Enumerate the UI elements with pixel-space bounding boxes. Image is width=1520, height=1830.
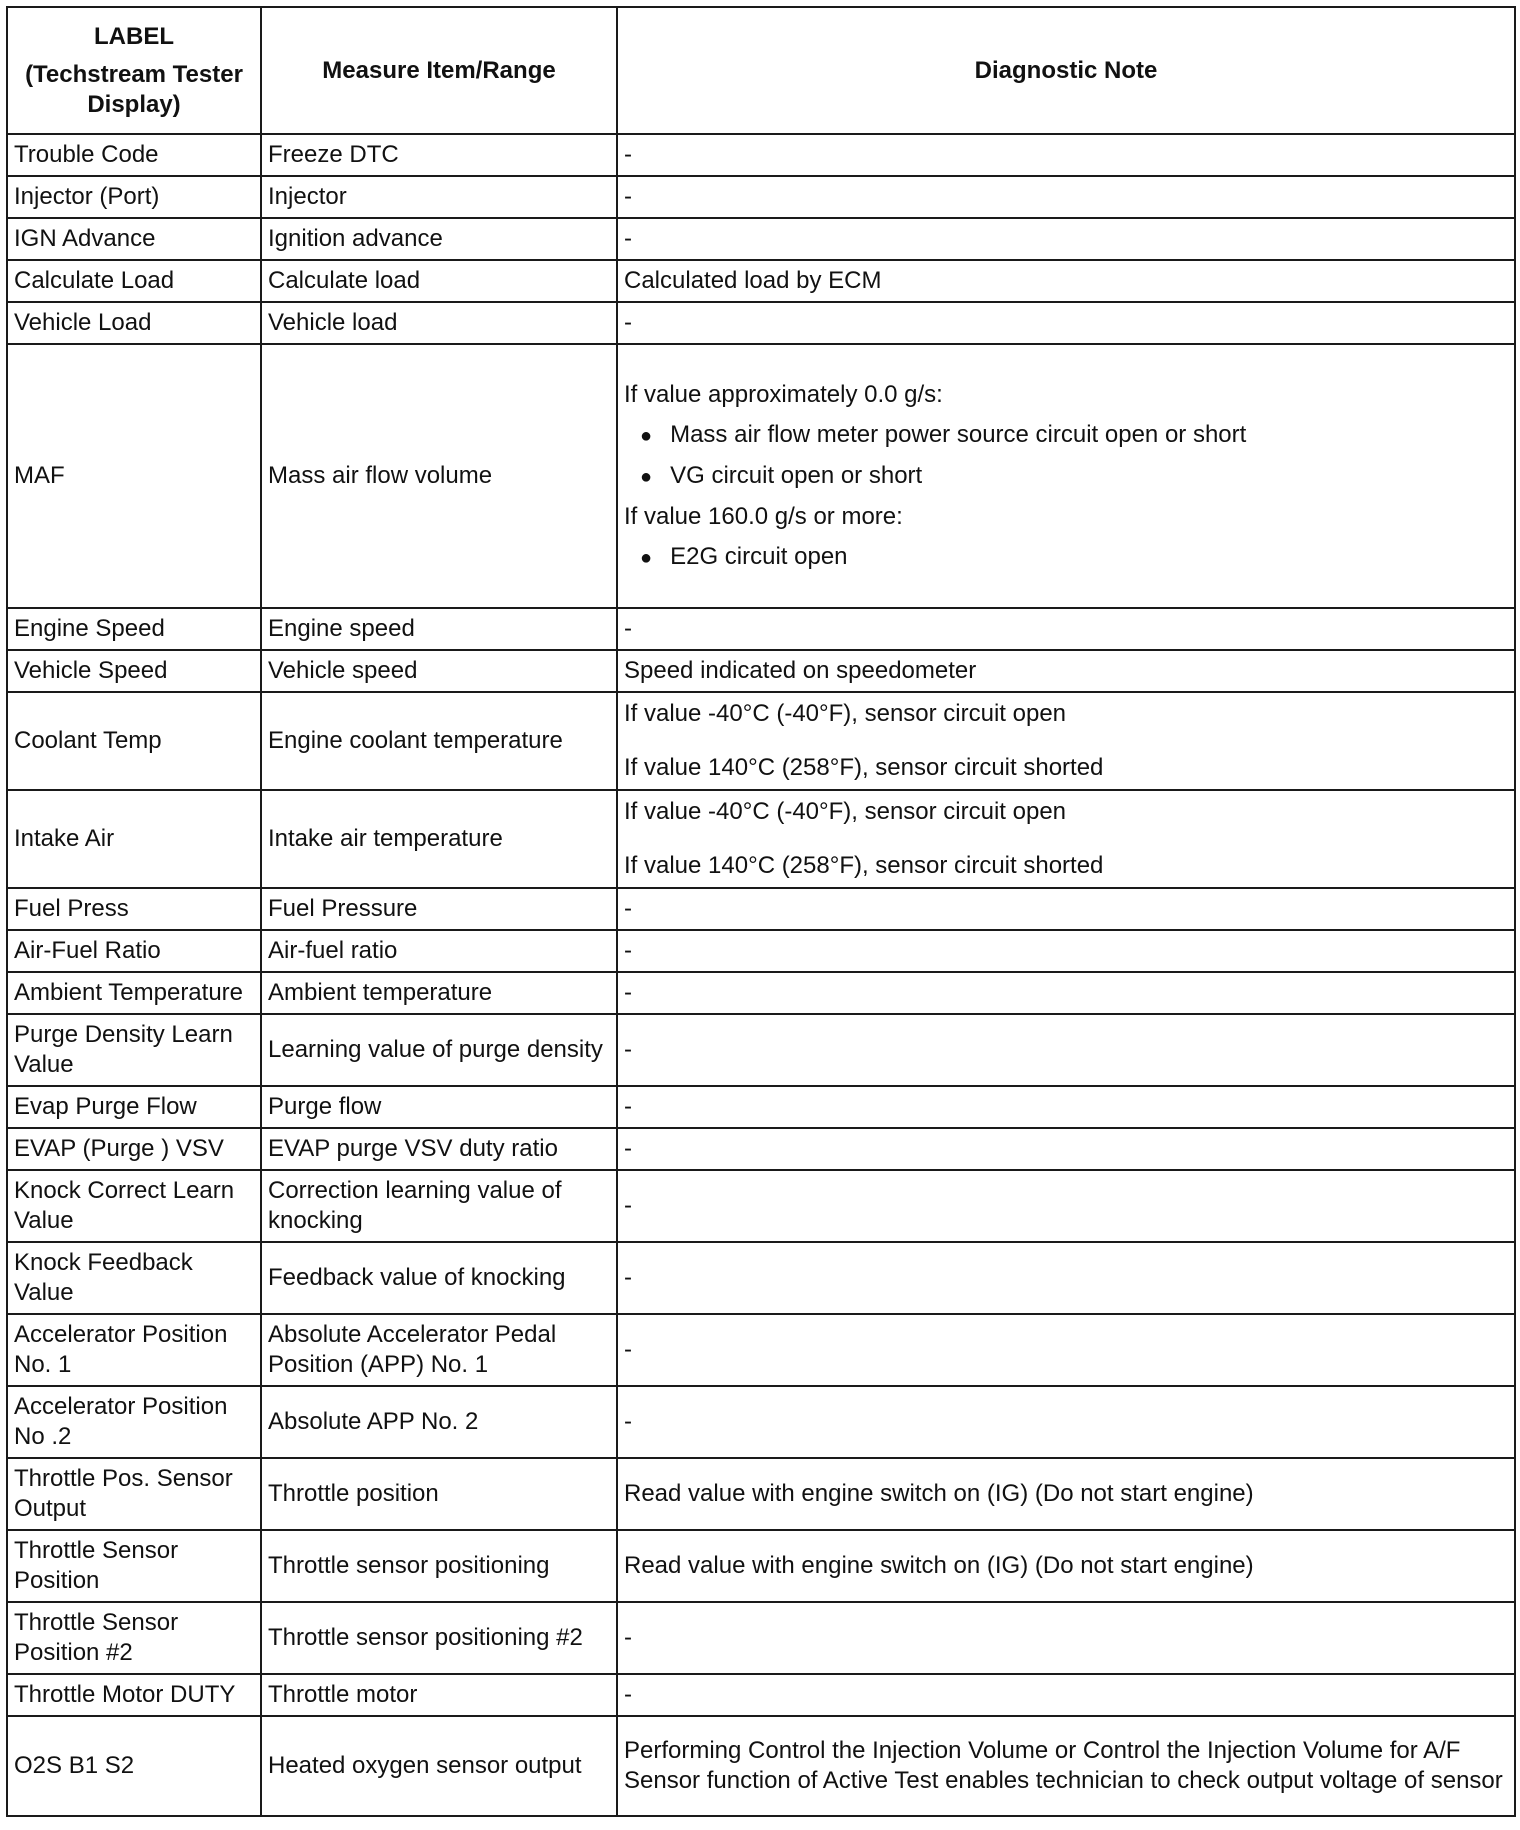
table-row: [7, 1314, 1515, 1386]
table-row: [7, 650, 1515, 692]
table-row: [7, 1170, 1515, 1242]
cell-label: Injector (Port): [7, 176, 261, 218]
header-label: LABEL (Techstream Tester Display): [7, 7, 261, 134]
cell-note: -: [617, 302, 1515, 344]
cell-note: -: [617, 608, 1515, 650]
table-row: [7, 302, 1515, 344]
cell-measure: Throttle position: [261, 1458, 617, 1530]
cell-note: -: [617, 930, 1515, 972]
cell-label: Ambient Temperature: [7, 972, 261, 1014]
cell-measure: Mass air flow volume: [261, 344, 617, 608]
cell-measure: Feedback value of knocking: [261, 1242, 617, 1314]
cell-note: -: [617, 1242, 1515, 1314]
cell-measure: Vehicle speed: [261, 650, 617, 692]
cell-note: [617, 692, 1515, 790]
table-row: [7, 1530, 1515, 1602]
table-row: [7, 972, 1515, 1014]
bullet-icon: ●: [640, 424, 653, 447]
cell-note: Read value with engine switch on (IG) (Do not start engine): [617, 1458, 1515, 1530]
table-row: [7, 344, 1515, 608]
cell-measure: Throttle sensor positioning: [261, 1530, 617, 1602]
cell-label: Air-Fuel Ratio: [7, 930, 261, 972]
cell-note: -: [617, 218, 1515, 260]
cell-measure: Calculate load: [261, 260, 617, 302]
table-row: [7, 260, 1515, 302]
cell-label: Engine Speed: [7, 608, 261, 650]
cell-note: -: [617, 176, 1515, 218]
cell-label: EVAP (Purge ) VSV: [7, 1128, 261, 1170]
cell-label: Evap Purge Flow: [7, 1086, 261, 1128]
table-row: [7, 134, 1515, 176]
cell-note: -: [617, 1014, 1515, 1086]
cell-note: -: [617, 1386, 1515, 1458]
cell-note: -: [617, 1170, 1515, 1242]
cell-note: -: [617, 972, 1515, 1014]
cell-measure: Fuel Pressure: [261, 888, 617, 930]
cell-label: Vehicle Load: [7, 302, 261, 344]
table-row: [7, 1458, 1515, 1530]
cell-label: Coolant Temp: [7, 692, 261, 790]
cell-label: Fuel Press: [7, 888, 261, 930]
cell-label: Knock Correct Learn Value: [7, 1170, 261, 1242]
cell-measure: Purge flow: [261, 1086, 617, 1128]
cell-note: -: [617, 1086, 1515, 1128]
table-row: [7, 930, 1515, 972]
cell-measure: Engine coolant temperature: [261, 692, 617, 790]
cell-label: Knock Feedback Value: [7, 1242, 261, 1314]
cell-label: Accelerator Position No. 1: [7, 1314, 261, 1386]
cell-measure: Learning value of purge density: [261, 1014, 617, 1086]
table-row: [7, 1242, 1515, 1314]
note-paragraph: If value 140°C (258°F), sensor circuit shorted: [624, 754, 1104, 781]
cell-measure: Injector: [261, 176, 617, 218]
table-row: [7, 1014, 1515, 1086]
header-measure: Measure Item/Range: [261, 7, 617, 134]
data-list-table: [6, 6, 1516, 1817]
header-note: Diagnostic Note: [617, 7, 1515, 134]
cell-label: Trouble Code: [7, 134, 261, 176]
cell-measure: Absolute Accelerator Pedal Position (APP) No. 1: [261, 1314, 617, 1386]
cell-note: -: [617, 1314, 1515, 1386]
cell-label: Purge Density Learn Value: [7, 1014, 261, 1086]
cell-label: MAF: [7, 344, 261, 608]
cell-label: Vehicle Speed: [7, 650, 261, 692]
cell-label: Throttle Motor DUTY: [7, 1674, 261, 1716]
cell-note: Speed indicated on speedometer: [617, 650, 1515, 692]
table-row: [7, 692, 1515, 790]
note-paragraph: If value approximately 0.0 g/s:: [624, 380, 943, 408]
cell-measure: Freeze DTC: [261, 134, 617, 176]
table-row: [7, 1674, 1515, 1716]
cell-label: Calculate Load: [7, 260, 261, 302]
cell-measure: Engine speed: [261, 608, 617, 650]
cell-note: -: [617, 1128, 1515, 1170]
cell-label: IGN Advance: [7, 218, 261, 260]
cell-measure: Correction learning value of knocking: [261, 1170, 617, 1242]
cell-label: Intake Air: [7, 790, 261, 888]
cell-label: Throttle Sensor Position #2: [7, 1602, 261, 1674]
table-row: [7, 176, 1515, 218]
header-row: [7, 7, 1515, 134]
cell-note: -: [617, 134, 1515, 176]
cell-note: -: [617, 888, 1515, 930]
cell-measure: Throttle motor: [261, 1674, 617, 1716]
cell-measure: Ambient temperature: [261, 972, 617, 1014]
note-paragraph: If value 140°C (258°F), sensor circuit shorted: [624, 852, 1104, 879]
cell-measure: Ignition advance: [261, 218, 617, 260]
cell-note: Calculated load by ECM: [617, 260, 1515, 302]
table-row: [7, 1716, 1515, 1816]
cell-measure: Absolute APP No. 2: [261, 1386, 617, 1458]
cell-measure: Air-fuel ratio: [261, 930, 617, 972]
cell-measure: Heated oxygen sensor output: [261, 1716, 617, 1816]
cell-measure: Throttle sensor positioning #2: [261, 1602, 617, 1674]
note-paragraph: If value 160.0 g/s or more:: [624, 502, 903, 530]
cell-label: Throttle Pos. Sensor Output: [7, 1458, 261, 1530]
note-bullet-item: ● Mass air flow meter power source circuit open or short: [640, 420, 1508, 451]
note-bullet-item: ● VG circuit open or short: [640, 461, 1508, 492]
cell-label: Accelerator Position No .2: [7, 1386, 261, 1458]
bullet-icon: ●: [640, 546, 653, 569]
cell-measure: Vehicle load: [261, 302, 617, 344]
table-row: [7, 790, 1515, 888]
cell-note: -: [617, 1674, 1515, 1716]
note-paragraph: If value -40°C (-40°F), sensor circuit open: [624, 798, 1067, 825]
cell-label: O2S B1 S2: [7, 1716, 261, 1816]
note-bullet-item: ● E2G circuit open: [640, 542, 1508, 573]
table-row: [7, 218, 1515, 260]
cell-measure: Intake air temperature: [261, 790, 617, 888]
cell-note: [617, 344, 1515, 608]
table-row: [7, 608, 1515, 650]
table-row: [7, 1086, 1515, 1128]
cell-label: Throttle Sensor Position: [7, 1530, 261, 1602]
table-row: [7, 888, 1515, 930]
note-paragraph: If value -40°C (-40°F), sensor circuit open: [624, 700, 1067, 727]
cell-note: Performing Control the Injection Volume or Control the Injection Volume for A/F Sensor function of Active Test enables technician to check output voltage of sensor: [617, 1716, 1515, 1816]
cell-note: Read value with engine switch on (IG) (Do not start engine): [617, 1530, 1515, 1602]
bullet-icon: ●: [640, 465, 653, 488]
cell-note: [617, 790, 1515, 888]
table-row: [7, 1386, 1515, 1458]
table-row: [7, 1128, 1515, 1170]
cell-measure: EVAP purge VSV duty ratio: [261, 1128, 617, 1170]
table-row: [7, 1602, 1515, 1674]
cell-note: -: [617, 1602, 1515, 1674]
